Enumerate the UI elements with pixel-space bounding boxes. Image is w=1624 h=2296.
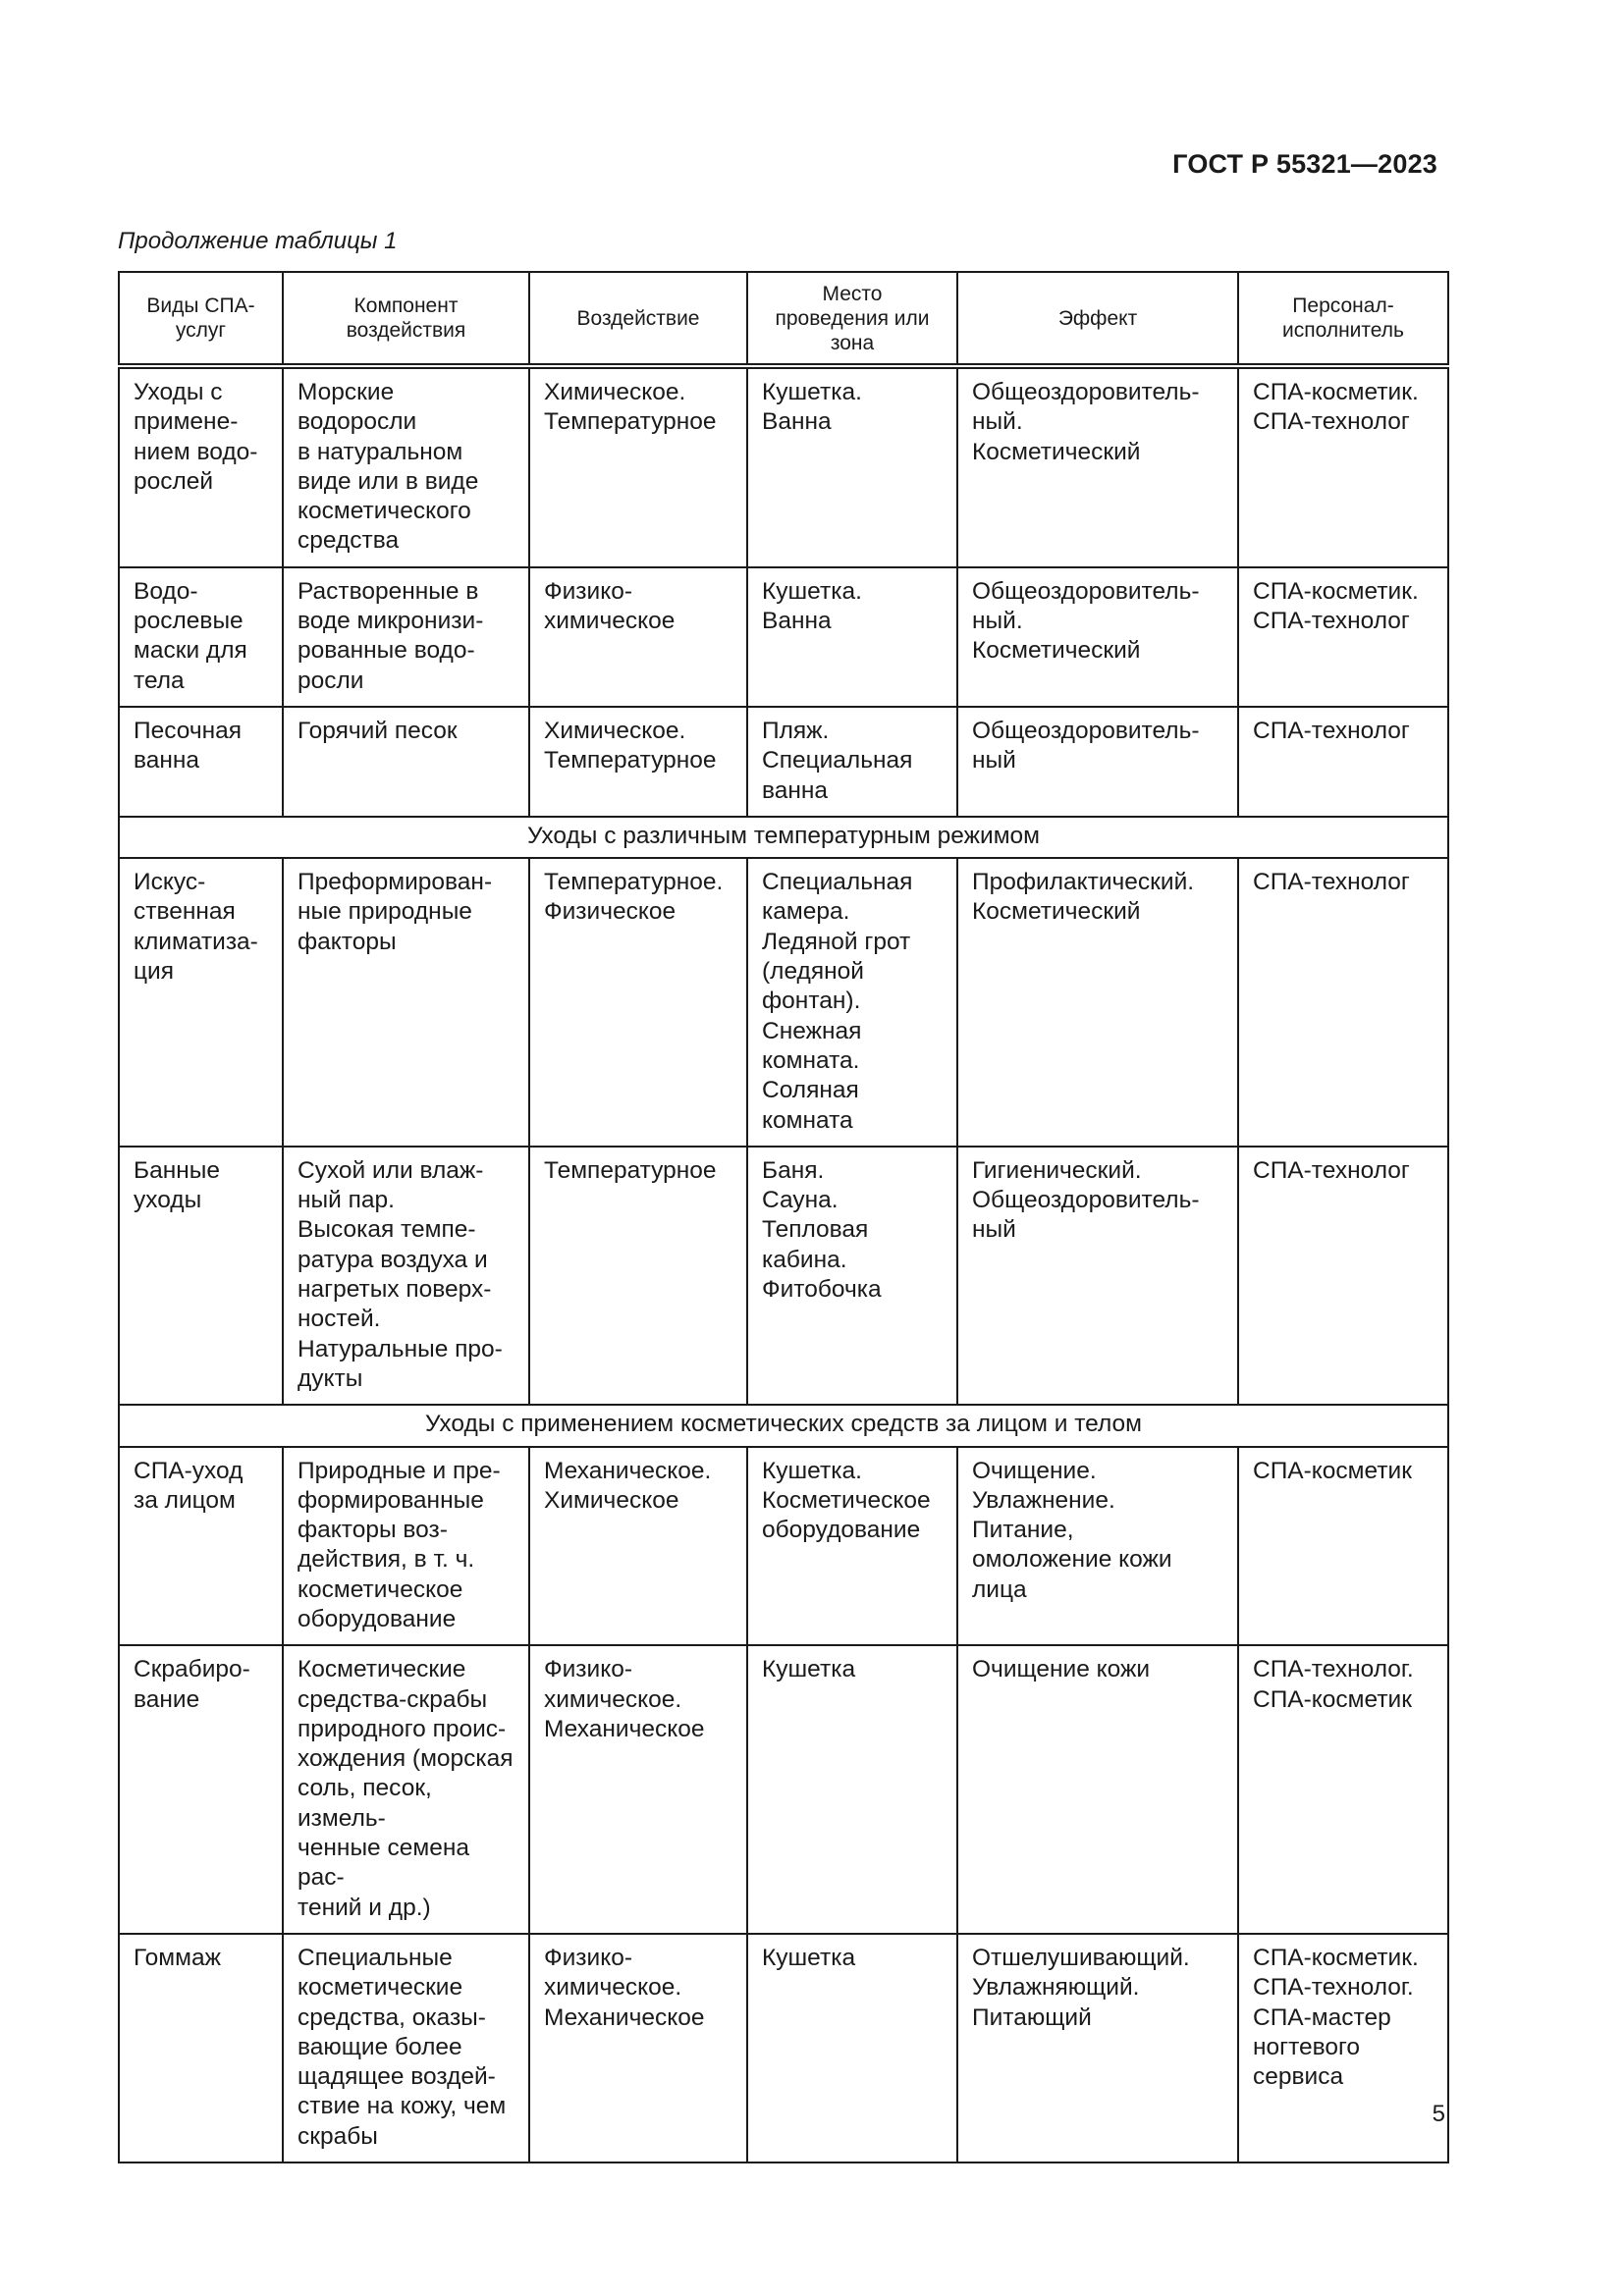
- table-cell: СПА-косметик. СПА-технолог. СПА-мастер ногтевого сервиса: [1238, 1934, 1448, 2163]
- table-cell: Кушетка: [747, 1934, 957, 2163]
- page-number: 5: [1432, 2101, 1445, 2127]
- table-row: [119, 1447, 1448, 1646]
- table-cell: Физико- химическое. Механическое: [529, 1934, 747, 2163]
- table-cell: Гоммаж: [119, 1934, 283, 2163]
- table-body: [119, 366, 1448, 2163]
- table-cell: СПА-технолог. СПА-косметик: [1238, 1645, 1448, 1934]
- table-cell: Преформирован- ные природные факторы: [283, 858, 529, 1147]
- table-cell: Общеоздоровитель- ный. Косметический: [957, 567, 1238, 707]
- section-row: [119, 1405, 1448, 1446]
- table-cell: Кушетка: [747, 1645, 957, 1934]
- table-cell: Специальная камера. Ледяной грот (ледяной фонтан). Снежная комната. Соляная комната: [747, 858, 957, 1147]
- table-cell: СПА-косметик. СПА-технолог: [1238, 567, 1448, 707]
- table-cell: Кушетка. Ванна: [747, 366, 957, 567]
- table-cell: Температурное. Физическое: [529, 858, 747, 1147]
- table-cell: Искус- ственная климатиза- ция: [119, 858, 283, 1147]
- table-cell: СПА-технолог: [1238, 858, 1448, 1147]
- table-cell: Песочная ванна: [119, 707, 283, 817]
- table-cell: СПА-косметик: [1238, 1447, 1448, 1646]
- column-header: Эффект: [957, 272, 1238, 366]
- table-row: [119, 366, 1448, 567]
- table-cell: Физико- химическое: [529, 567, 747, 707]
- column-header: Виды СПА- услуг: [119, 272, 283, 366]
- table-row: [119, 1147, 1448, 1405]
- table-header-row: [119, 272, 1448, 366]
- table-cell: Скрабиро- вание: [119, 1645, 283, 1934]
- column-header: Место проведения или зона: [747, 272, 957, 366]
- table-cell: Кушетка. Ванна: [747, 567, 957, 707]
- section-title: Уходы с различным температурным режимом: [119, 817, 1448, 858]
- table-cell: Очищение. Увлажнение. Питание, омоложение кожи лица: [957, 1447, 1238, 1646]
- table-cell: Сухой или влаж- ный пар. Высокая темпе- ратура воздуха и нагретых поверх- ностей. Натуральные про- дукты: [283, 1147, 529, 1405]
- table-cell: Кушетка. Косметическое оборудование: [747, 1447, 957, 1646]
- table-cell: Общеоздоровитель- ный: [957, 707, 1238, 817]
- table-cell: СПА-технолог: [1238, 707, 1448, 817]
- column-header: Компонент воздействия: [283, 272, 529, 366]
- table-cell: СПА-технолог: [1238, 1147, 1448, 1405]
- table-cell: Физико- химическое. Механическое: [529, 1645, 747, 1934]
- table-cell: Гигиенический. Общеоздоровитель- ный: [957, 1147, 1238, 1405]
- table-cell: Очищение кожи: [957, 1645, 1238, 1934]
- table-cell: Баня. Сауна. Тепловая кабина. Фитобочка: [747, 1147, 957, 1405]
- table-cell: Химическое. Температурное: [529, 366, 747, 567]
- table-cell: Морские водоросли в натуральном виде или в виде косметического средства: [283, 366, 529, 567]
- table-continuation-caption: Продолжение таблицы 1: [118, 228, 398, 254]
- table-cell: СПА-уход за лицом: [119, 1447, 283, 1646]
- table-cell: Отшелушивающий. Увлажняющий. Питающий: [957, 1934, 1238, 2163]
- table-cell: Уходы с примене- нием водо- рослей: [119, 366, 283, 567]
- table-row: [119, 858, 1448, 1147]
- section-title: Уходы с применением косметических средств за лицом и телом: [119, 1405, 1448, 1446]
- table-cell: Банные уходы: [119, 1147, 283, 1405]
- table-cell: Профилактический. Косметический: [957, 858, 1238, 1147]
- table-cell: Химическое. Температурное: [529, 707, 747, 817]
- table-cell: Растворенные в воде микронизи- рованные водо- росли: [283, 567, 529, 707]
- table-cell: Механическое. Химическое: [529, 1447, 747, 1646]
- table-row: [119, 1934, 1448, 2163]
- column-header: Воздействие: [529, 272, 747, 366]
- table-cell: Водо- рослевые маски для тела: [119, 567, 283, 707]
- table-row: [119, 567, 1448, 707]
- column-header: Персонал- исполнитель: [1238, 272, 1448, 366]
- table-row: [119, 707, 1448, 817]
- table-cell: Общеоздоровитель- ный. Косметический: [957, 366, 1238, 567]
- table-cell: Пляж. Специальная ванна: [747, 707, 957, 817]
- table-cell: Природные и пре- формированные факторы воз- действия, в т. ч. косметическое оборудование: [283, 1447, 529, 1646]
- table-cell: Косметические средства-скрабы природного проис- хождения (морская соль, песок, измель- ченные семена рас- тений и др.): [283, 1645, 529, 1934]
- table-row: [119, 1645, 1448, 1934]
- table-cell: Температурное: [529, 1147, 747, 1405]
- section-row: [119, 817, 1448, 858]
- table-cell: Горячий песок: [283, 707, 529, 817]
- spa-services-table: [118, 271, 1449, 2163]
- table-cell: Специальные косметические средства, оказы- вающие более щадящее воздей- ствие на кожу, чем скрабы: [283, 1934, 529, 2163]
- table-cell: СПА-косметик. СПА-технолог: [1238, 366, 1448, 567]
- document-code: ГОСТ Р 55321—2023: [1172, 149, 1437, 179]
